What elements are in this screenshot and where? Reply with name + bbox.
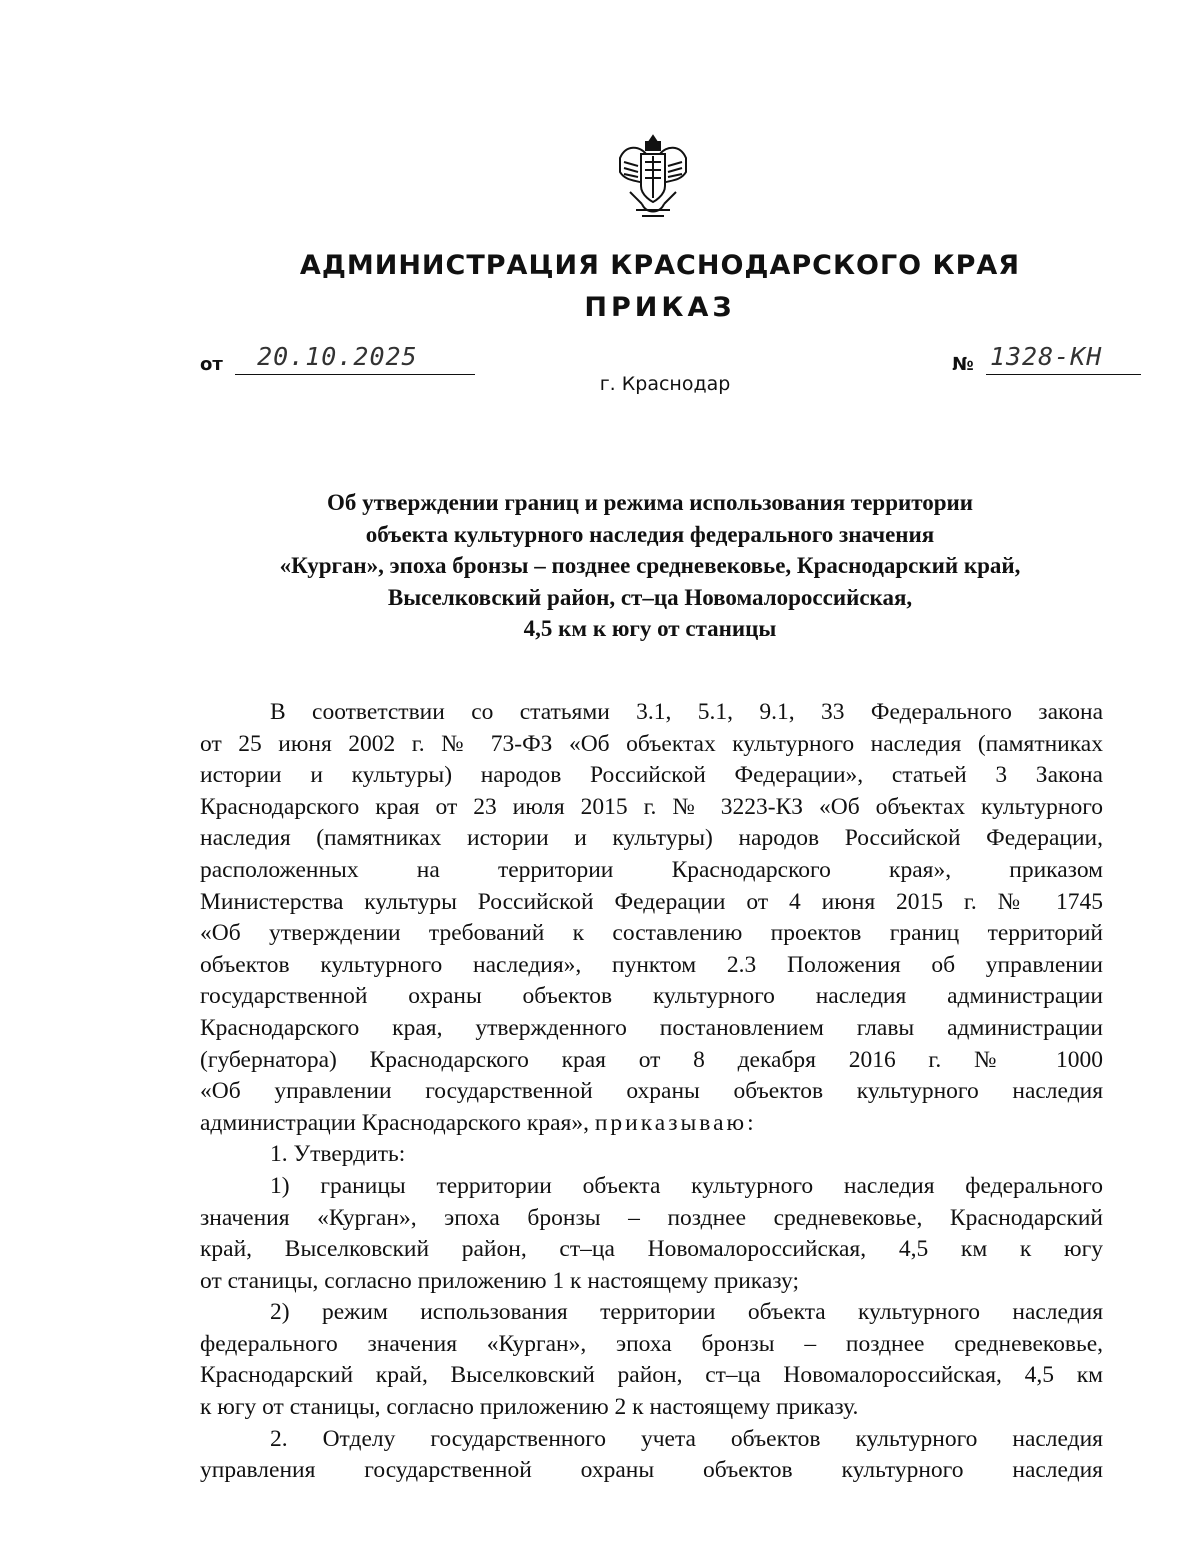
number-label: № — [952, 354, 974, 375]
title-line: Выселковский район, ст–ца Новомалороссийская, — [387, 584, 913, 610]
body-line: от 25 июня 2002 г. № 73-ФЗ «Об объектах культурного наследия (памятниках — [200, 730, 1103, 757]
body-line: В соответствии со статьями 3.1, 5.1, 9.1, 33 Федерального закона — [270, 699, 1103, 725]
body-line-text: администрации Краснодарского края», — [200, 1109, 589, 1136]
number-value: 1328-КН — [989, 342, 1103, 371]
city: г. Краснодар — [599, 373, 731, 395]
document-body — [200, 697, 1103, 1487]
date-value: 20.10.2025 — [257, 342, 418, 371]
item-1-2-line: Краснодарский край, Выселковский район, ст–ца Новомалороссийская, 4,5 км — [200, 1362, 1103, 1389]
coat-of-arms-emblem — [612, 132, 694, 220]
body-line: Министерства культуры Российской Федерации от 4 июня 2015 г. № 1745 — [200, 888, 1103, 915]
order-number — [952, 342, 1141, 375]
item-1-1-line: от станицы, согласно приложению 1 к настоящему приказу; — [200, 1267, 800, 1294]
date-label: от — [200, 354, 223, 375]
body-line: «Об управлении государственной охраны объектов культурного наследия — [200, 1078, 1103, 1105]
body-line: Краснодарского края, утвержденного постановлением главы администрации — [200, 1014, 1103, 1041]
item-1-1-line: значения «Курган», эпоха бронзы – позднее средневековье, Краснодарский — [200, 1204, 1103, 1231]
order-date — [200, 342, 475, 375]
item-1-heading: 1. Утвердить: — [270, 1141, 406, 1168]
item-1-1-line: 1) границы территории объекта культурного наследия федерального — [270, 1172, 1103, 1199]
item-1-2-line: 2) режим использования территории объекта культурного наследия — [270, 1299, 1103, 1326]
title-line: объекта культурного наследия федерального значения — [365, 521, 935, 547]
item-2-line: 2. Отделу государственного учета объектов культурного наследия — [270, 1425, 1103, 1452]
number-line — [986, 342, 1141, 375]
body-line: «Об утверждении требований к составлению проектов границ территорий — [200, 920, 1103, 947]
item-1-1-line: край, Выселковский район, ст–ца Новомалороссийская, 4,5 км к югу — [200, 1236, 1103, 1263]
title-line: 4,5 км к югу от станицы — [523, 616, 777, 641]
order-word: приказываю: — [594, 1109, 757, 1136]
body-line: наследия (памятниках истории и культуры) народов Российской Федерации, — [200, 825, 1103, 852]
body-line: государственной охраны объектов культурного наследия администрации — [200, 983, 1103, 1010]
body-line: объектов культурного наследия», пунктом 2.3 Положения об управлении — [200, 951, 1103, 978]
body-line: (губернатора) Краснодарского края от 8 декабря 2016 г. № 1000 — [200, 1046, 1103, 1073]
item-1-2-line: федерального значения «Курган», эпоха бронзы – позднее средневековье, — [200, 1330, 1103, 1357]
body-line: расположенных на территории Краснодарского края», приказом — [200, 856, 1103, 883]
title-line: «Курган», эпоха бронзы – позднее средневековье, Краснодарский край, — [279, 553, 1021, 578]
document-title — [150, 487, 1150, 645]
body-line — [200, 1108, 1103, 1140]
body-line: Краснодарского края от 23 июля 2015 г. № 3223-КЗ «Об объектах культурного — [200, 793, 1103, 820]
item-2-line: управления государственной охраны объектов культурного наследия — [200, 1457, 1103, 1484]
item-1-2-line: к югу от станицы, согласно приложению 2 к настоящему приказу. — [200, 1394, 859, 1421]
title-line: Об утверждении границ и режима использования территории — [326, 490, 974, 515]
date-line — [235, 342, 475, 375]
organization-name: АДМИНИСТРАЦИЯ КРАСНОДАРСКОГО КРАЯ — [299, 250, 1021, 281]
body-line: истории и культуры) народов Российской Федерации», статьей 3 Закона — [200, 762, 1103, 789]
document-type: ПРИКАЗ — [584, 292, 736, 323]
